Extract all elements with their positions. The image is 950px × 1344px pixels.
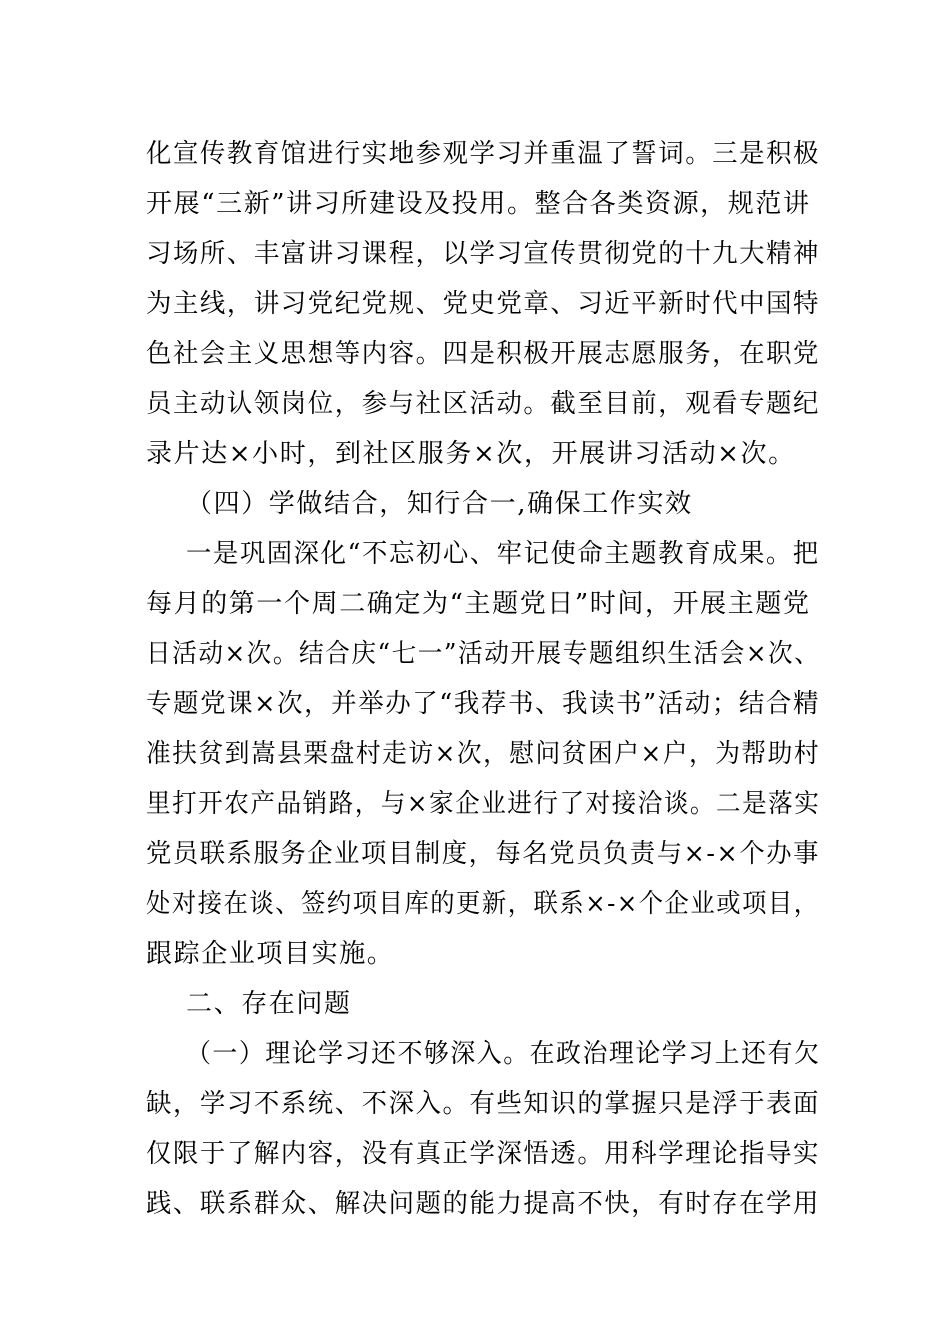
paragraph-line: 每月的第一个周二确定为“主题党日”时间，开展主题党 [146,589,811,619]
paragraph-line: 专题党课×次，并举办了“我荐书、我读书”活动；结合精 [146,689,821,719]
paragraph-line: 缺，学习不系统、不深入。有些知识的掌握只是浮于表面 [146,1089,821,1119]
paragraph-line: 仅限于了解内容，没有真正学深悟透。用科学理论指导实 [146,1139,821,1169]
paragraph-line: 为主线，讲习党纪党规、党史党章、习近平新时代中国特 [146,289,821,319]
paragraph-line: 准扶贫到嵩县栗盘村走访×次，慰问贫困户×户，为帮助村 [146,739,821,769]
section-heading: 二、存在问题 [186,989,352,1019]
paragraph-line: 党员联系服务企业项目制度，每名党员负责与×-×个办事 [146,839,820,869]
paragraph-line: 色社会主义思想等内容。四是积极开展志愿服务，在职党 [146,339,821,369]
paragraph-line: 习场所、丰富讲习课程，以学习宣传贯彻党的十九大精神 [146,239,821,269]
paragraph-line: 一是巩固深化“不忘初心、牢记使命主题教育成果。把 [186,539,820,569]
paragraph-line: 践、联系群众、解决问题的能力提高不快，有时存在学用 [146,1189,821,1219]
paragraph-line: 日活动×次。结合庆“七一”活动开展专题组织生活会×次、 [146,639,821,669]
paragraph-line: （一）理论学习还不够深入。在政治理论学习上还有欠 [186,1039,821,1069]
paragraph-line: 录片达×小时，到社区服务×次，开展讲习活动×次。 [146,439,796,469]
paragraph-line: 开展“三新”讲习所建设及投用。整合各类资源，规范讲 [146,189,811,219]
paragraph-line: 处对接在谈、签约项目库的更新，联系×-×个企业或项目， [146,889,820,919]
section-heading: （四）学做结合，知行合一,确保工作实效 [186,489,693,519]
paragraph-line: 里打开农产品销路，与×家企业进行了对接洽谈。二是落实 [146,789,821,819]
paragraph-line: 跟踪企业项目实施。 [146,939,395,969]
paragraph-line: 化宣传教育馆进行实地参观学习并重温了誓词。三是积极 [146,139,821,169]
paragraph-line: 员主动认领岗位，参与社区活动。截至目前，观看专题纪 [146,389,821,419]
